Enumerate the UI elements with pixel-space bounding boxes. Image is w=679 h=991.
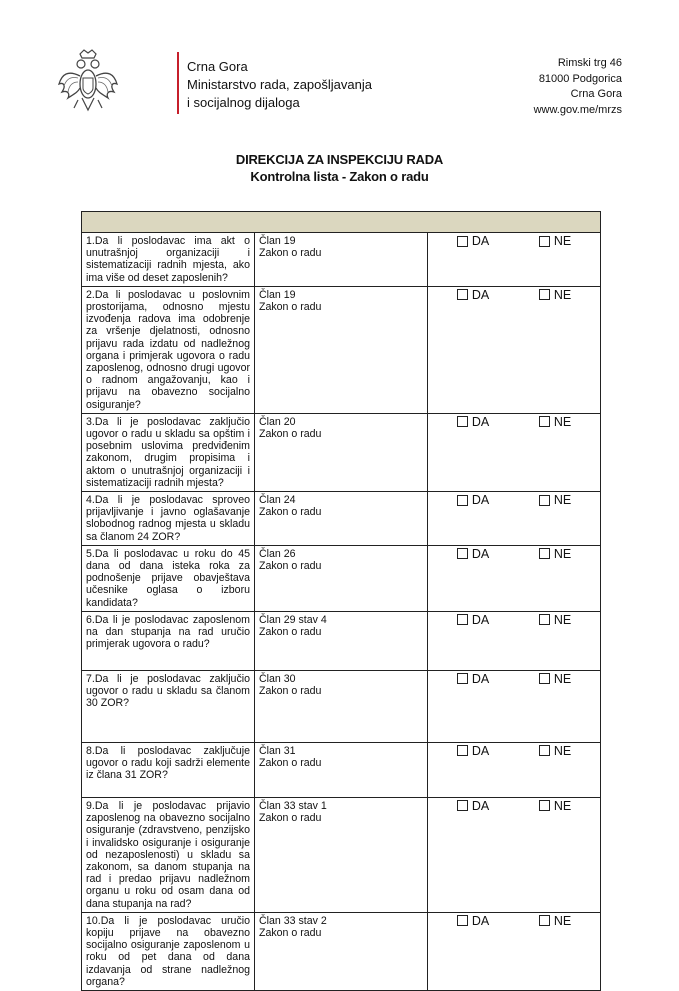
org-line-ministry-cont: i socijalnog dijaloga [187, 95, 300, 110]
checklist-table [81, 211, 601, 991]
checkbox-icon [539, 416, 550, 427]
article-number: Član 19 [259, 288, 296, 301]
article-cell [255, 413, 428, 491]
article-cell [255, 492, 428, 546]
article-cell [255, 611, 428, 670]
yes-checkbox[interactable] [457, 548, 489, 560]
no-checkbox[interactable] [539, 614, 571, 626]
document-header [56, 48, 622, 120]
table-header-row [82, 212, 601, 233]
no-label: NE [553, 671, 572, 686]
question-cell [82, 286, 255, 413]
table-row [82, 492, 601, 546]
article-cell [255, 742, 428, 797]
no-label: NE [553, 234, 572, 248]
org-line-country: Crna Gora [187, 59, 248, 74]
table-row [82, 742, 601, 797]
table-header-cell [82, 212, 601, 233]
yes-checkbox[interactable] [457, 494, 489, 506]
checkbox-icon [539, 614, 550, 625]
document-titles [0, 151, 679, 185]
article-cell [255, 233, 428, 287]
no-checkbox[interactable] [539, 800, 571, 812]
question-text: 10.Da li je poslodavac uručio kopiju prijave na obavezno socijalno osiguranje zaposlenom u roku od pet dana od dana izdavanja od strane nadležnog organa? [86, 914, 250, 988]
no-checkbox[interactable] [539, 289, 571, 301]
question-text: 3.Da li je poslodavac zaključio ugovor o radu u skladu sa opštim i posebnim uslovima predviđenim zakonom, drugim propisima i aktom o unutrašnjoj organizaciji i sistematizaciji radnih mjesta? [86, 415, 250, 489]
checkbox-icon [457, 614, 468, 625]
question-cell [82, 797, 255, 912]
answer-cell [428, 912, 601, 990]
law-name: Zakon o radu [259, 926, 322, 939]
yes-label: DA [471, 743, 490, 758]
question-text: 2.Da li poslodavac u poslovnim prostorijama, odnosno mjestu izvođenja radova ima odobrenje za vršenje djelatnosti, odnosno prijavu rada izdatu od nadležnog organa i primjerak ugovora o radu zaposlenog, odnosno drugi ugovor o radnom angažovanju, kao i prijavu na obavezno socijalno osiguranje? [86, 288, 250, 411]
question-text: 9.Da li je poslodavac prijavio zaposlenog na obavezno socijalno osiguranje (zdravstveno, penzijsko i invalidsko osiguranje i osiguranje od nezaposlenosti) u skladu sa zakonom, sa danom stupanja na rad i predao prijavu nadležnom organu u roku od osam dana od dana stupanja na rad? [86, 799, 250, 910]
article-number: Član 33 stav 1 [259, 799, 327, 812]
no-label: NE [553, 287, 572, 302]
checkbox-icon [539, 800, 550, 811]
checkbox-icon [457, 495, 468, 506]
address-country: Crna Gora [570, 88, 622, 100]
yes-checkbox[interactable] [457, 673, 489, 685]
yes-label: DA [471, 414, 490, 429]
law-name: Zakon o radu [259, 428, 322, 441]
question-cell [82, 912, 255, 990]
org-line-ministry: Ministarstvo rada, zapošljavanja [187, 77, 372, 92]
article-number: Član 24 [259, 494, 296, 507]
organization-name [187, 58, 372, 112]
article-number: Član 20 [259, 415, 296, 428]
checkbox-icon [457, 915, 468, 926]
question-cell [82, 413, 255, 491]
table-row [82, 797, 601, 912]
answer-cell [428, 286, 601, 413]
answer-cell [428, 670, 601, 742]
page-subtitle: Kontrolna lista - Zakon o radu [250, 169, 429, 184]
answer-cell [428, 545, 601, 611]
article-cell [255, 545, 428, 611]
law-name: Zakon o radu [259, 812, 322, 825]
yes-checkbox[interactable] [457, 745, 489, 757]
checkbox-icon [539, 548, 550, 559]
no-label: NE [553, 743, 572, 758]
question-text: 4.Da li je poslodavac sproveo prijavljivanje i javno oglašavanje slobodnog radnog mjesta u skladu sa članom 24 ZOR? [86, 494, 250, 543]
article-number: Član 31 [259, 744, 296, 757]
checkbox-icon [457, 673, 468, 684]
checkbox-icon [539, 236, 550, 247]
question-cell [82, 233, 255, 287]
article-number: Član 26 [259, 547, 296, 560]
article-number: Član 19 [259, 235, 296, 247]
law-name: Zakon o radu [259, 506, 322, 519]
answer-cell [428, 611, 601, 670]
yes-checkbox[interactable] [457, 800, 489, 812]
article-number: Član 30 [259, 672, 296, 685]
question-text: 8.Da li poslodavac zaključuje ugovor o radu koji sadrži elemente iz člana 31 ZOR? [86, 744, 250, 782]
table-row [82, 233, 601, 287]
no-label: NE [553, 414, 572, 429]
no-label: NE [553, 493, 572, 508]
question-cell [82, 492, 255, 546]
yes-label: DA [471, 671, 490, 686]
answer-cell [428, 742, 601, 797]
yes-checkbox[interactable] [457, 416, 489, 428]
question-text: 7.Da li je poslodavac zaključio ugovor o radu u skladu sa članom 30 ZOR? [86, 672, 250, 710]
table-row [82, 286, 601, 413]
table-row [82, 912, 601, 990]
answer-cell [428, 233, 601, 287]
law-name: Zakon o radu [259, 757, 322, 770]
no-checkbox[interactable] [539, 745, 571, 757]
table-row [82, 670, 601, 742]
yes-label: DA [471, 493, 490, 508]
no-checkbox[interactable] [539, 915, 571, 927]
header-divider [177, 52, 179, 114]
question-cell [82, 670, 255, 742]
checkbox-icon [539, 495, 550, 506]
yes-label: DA [471, 798, 490, 813]
checkbox-icon [539, 289, 550, 300]
checkbox-icon [457, 548, 468, 559]
yes-label: DA [471, 612, 490, 627]
table-row [82, 413, 601, 491]
table-row [82, 611, 601, 670]
no-label: NE [553, 798, 572, 813]
answer-cell [428, 492, 601, 546]
no-checkbox[interactable] [539, 416, 571, 428]
article-cell [255, 286, 428, 413]
yes-checkbox[interactable] [457, 289, 489, 301]
yes-checkbox[interactable] [457, 235, 489, 247]
law-name: Zakon o radu [259, 247, 322, 260]
checkbox-icon [457, 236, 468, 247]
yes-checkbox[interactable] [457, 614, 489, 626]
question-text: 6.Da li je poslodavac zaposlenom na dan stupanja na rad uručio primjerak ugovora o radu? [86, 613, 250, 651]
address-city: 81000 Podgorica [538, 72, 622, 85]
law-name: Zakon o radu [259, 560, 322, 573]
article-number: Član 33 stav 2 [259, 914, 327, 927]
montenegro-coat-of-arms-icon [56, 48, 120, 118]
law-name: Zakon o radu [259, 301, 322, 314]
checkbox-icon [457, 800, 468, 811]
article-number: Član 29 stav 4 [259, 613, 327, 626]
checkbox-icon [457, 416, 468, 427]
answer-cell [428, 413, 601, 491]
address-website: www.gov.me/mrzs [533, 103, 622, 116]
answer-cell [428, 797, 601, 912]
yes-label: DA [471, 287, 490, 302]
article-cell [255, 670, 428, 742]
question-text: 1.Da li poslodavac ima akt o unutrašnjoj organizaciji i sistematizaciji radnih mjesta, ako ima više od deset zaposlenih? [86, 235, 250, 284]
law-name: Zakon o radu [259, 626, 322, 639]
address-block [534, 56, 622, 118]
no-checkbox[interactable] [539, 494, 571, 506]
yes-label: DA [471, 913, 490, 928]
article-cell [255, 912, 428, 990]
question-cell [82, 611, 255, 670]
checkbox-icon [539, 745, 550, 756]
no-checkbox[interactable] [539, 235, 571, 247]
no-checkbox[interactable] [539, 548, 571, 560]
no-label: NE [553, 546, 572, 561]
checkbox-icon [539, 915, 550, 926]
question-cell [82, 742, 255, 797]
yes-label: DA [471, 546, 490, 561]
page-title: DIREKCIJA ZA INSPEKCIJU RADA [235, 152, 444, 167]
checkbox-icon [457, 745, 468, 756]
yes-checkbox[interactable] [457, 915, 489, 927]
yes-label: DA [471, 234, 490, 248]
article-cell [255, 797, 428, 912]
law-name: Zakon o radu [259, 685, 322, 698]
address-street: Rimski trg 46 [557, 57, 622, 69]
question-cell [82, 545, 255, 611]
question-text: 5.Da li poslodavac u roku do 45 dana od dana isteka roka za podnošenje prijave obavještava učesnike oglasa o izboru kandidata? [86, 547, 250, 609]
no-label: NE [553, 913, 572, 928]
table-row [82, 545, 601, 611]
checkbox-icon [539, 673, 550, 684]
no-checkbox[interactable] [539, 673, 571, 685]
no-label: NE [553, 612, 572, 627]
checkbox-icon [457, 289, 468, 300]
